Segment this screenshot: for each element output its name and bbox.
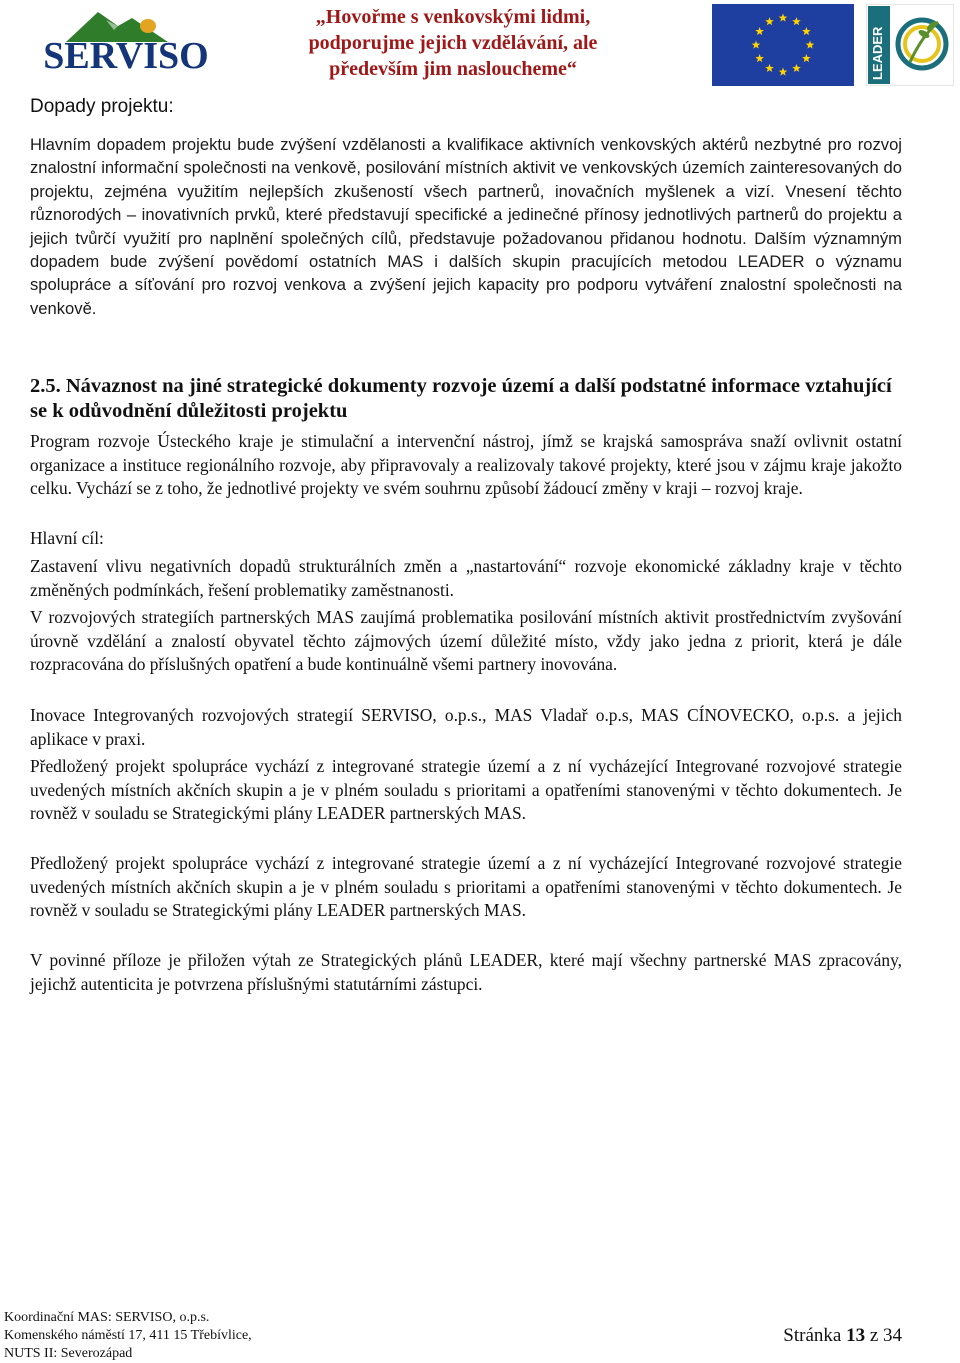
footer-line-3: NUTS II: Severozápad xyxy=(4,1346,133,1361)
section-paragraph-2: V rozvojových strategiích partnerských MAS zaujímá problematika posilování místních aktivit prostřednictvím zvyšování úrovně vzdělání a znalostí obyvatel těchto zájmových území důležité místo, vždy jako jedna z priorit, která je dále rozpracována do příslušných opatření a bude kontinuálně všemi partnery inovována. xyxy=(30,607,902,674)
leader-logo-text: LEADER xyxy=(870,26,885,80)
footer-address xyxy=(4,1309,252,1363)
section-title: 2.5. Návaznost na jiné strategické dokumenty rozvoje území a další podstatné informace vztahující se k odůvodnění důležitosti projektu xyxy=(30,375,892,422)
page-number xyxy=(783,1325,902,1347)
serviso-logo-text: SERVISO xyxy=(43,35,209,76)
section-paragraph-1: Program rozvoje Ústeckého kraje je stimulační a intervenční nástroj, jímž se krajská samospráva snaží ovlivnit ostatní organizace a instituce regionálního rozvoje, aby připravovaly a realizovaly takové projekty, které jsou v zájmu kraje jakožto celku. Vychází se z toho, že jednotlivé projekty ve svém souhrnu způsobí žádoucí změny v kraji – rozvoj kraje. xyxy=(30,431,902,498)
page-separator: z xyxy=(869,1325,879,1346)
page-current: 13 xyxy=(846,1325,866,1346)
page-label: Stránka xyxy=(783,1325,842,1346)
header-motto: „Hovořme s venkovskými lidmi, podporujme jejich vzdělávání, ale především jim nasloucheme“ xyxy=(308,6,598,80)
section-paragraph-3: Inovace Integrovaných rozvojových strategií SERVISO, o.p.s., MAS Vladař o.p.s, MAS CÍNOVECKO, o.p.s. a jejich aplikace v praxi. xyxy=(30,705,902,749)
serviso-logo xyxy=(36,6,216,76)
impact-heading: Dopady projektu: xyxy=(30,96,174,117)
footer-line-2: Komenského náměstí 17, 411 15 Třebívlice, xyxy=(4,1328,252,1343)
footer-line-1: Koordinační MAS: SERVISO, o.p.s. xyxy=(4,1310,210,1325)
main-goal-label: Hlavní cíl: xyxy=(30,528,104,548)
section-paragraph-goal: Zastavení vlivu negativních dopadů strukturálních změn a „nastartování“ rozvoje ekonomické základny kraje v těchto změněných podmínkách, řešení problematiky zaměstnanosti. xyxy=(30,556,902,600)
section-paragraph-5: Předložený projekt spolupráce vychází z integrované strategie území a z ní vycházející Integrované rozvojové strategie uvedených místních akčních skupin a je v plném souladu s prioritami a opatřeními stanovenými v těchto dokumentech. Je rovněž v souladu se Strategickými plány LEADER partnerských MAS. xyxy=(30,853,902,920)
impact-paragraph: Hlavním dopadem projektu bude zvýšení vzdělanosti a kvalifikace aktivních venkovských aktérů nezbytné pro rozvoj znalostní informační společnosti na venkově, posilování místních aktivit ve venkovských územích zainteresovaných do projektu, zejména využitím nejlepších zkušeností všech partnerů, inovačních myšlenek a vizí. Vnesení těchto různorodých – inovativních prvků, které představují specifické a jedinečné přínosy jednotlivých partnerů do projektu a jejich tvůrčí využití pro naplnění společných cílů, představuje požadovanou přidanou hodnotu. Dalším významným dopadem bude zvýšení povědomí ostatních MAS i dalších skupin pracujících metodou LEADER o významu spolupráce a síťování pro rozvoj venkova a zvýšení jejich kapacity pro podporu vytváření znalostní společnosti na venkově. xyxy=(30,135,902,318)
leader-logo xyxy=(866,4,954,86)
section-paragraph-6: V povinné příloze je přiložen výtah ze Strategických plánů LEADER, které mají všechny partnerské MAS zpracovány, jejichž autenticita je potvrzena příslušnými statutárními zástupci. xyxy=(30,950,902,994)
page-total: 34 xyxy=(883,1325,902,1346)
section-paragraph-4: Předložený projekt spolupráce vychází z integrované strategie území a z ní vycházející Integrované rozvojové strategie uvedených místních akčních skupin a je v plném souladu s prioritami a opatřeními stanovenými v těchto dokumentech. Je rovněž v souladu se Strategickými plány LEADER partnerských MAS. xyxy=(30,756,902,823)
eu-flag xyxy=(712,4,854,86)
